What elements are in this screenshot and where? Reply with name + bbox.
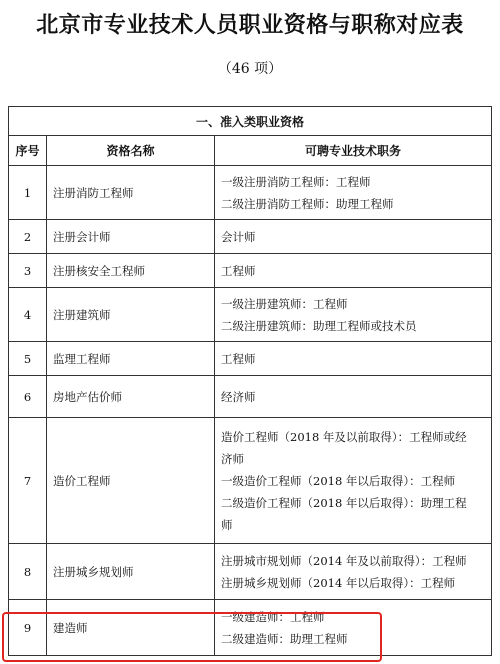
duty-line: 二级注册建筑师：助理工程师或技术员 bbox=[221, 318, 417, 333]
table-row bbox=[9, 376, 492, 418]
duty-line: 一级注册消防工程师：工程师 bbox=[221, 174, 371, 189]
qualification-name: 注册建筑师 bbox=[47, 288, 215, 342]
duties-cell bbox=[215, 376, 492, 418]
duty-line: 注册城市规划师（2014 年及以前取得）：工程师 bbox=[221, 553, 467, 568]
column-header-qualification: 资格名称 bbox=[47, 136, 215, 166]
table-body bbox=[9, 166, 492, 656]
duties-cell bbox=[215, 254, 492, 288]
table-row bbox=[9, 418, 492, 544]
table-row bbox=[9, 600, 492, 656]
duty-line: 二级造价工程师（2018 年以后取得）：助理工程 bbox=[221, 495, 467, 510]
duty-line: 工程师 bbox=[221, 351, 256, 366]
duty-line: 工程师 bbox=[221, 263, 256, 278]
page-title: 北京市专业技术人员职业资格与职称对应表 bbox=[36, 13, 464, 38]
table-row bbox=[9, 166, 492, 220]
row-number: 1 bbox=[9, 166, 47, 220]
table-row bbox=[9, 342, 492, 376]
duties-cell bbox=[215, 220, 492, 254]
row-number: 4 bbox=[9, 288, 47, 342]
column-header-duties: 可聘专业技术职务 bbox=[215, 136, 492, 166]
section-title: 一、准入类职业资格 bbox=[9, 107, 492, 136]
qualification-name: 房地产估价师 bbox=[47, 376, 215, 418]
row-number: 5 bbox=[9, 342, 47, 376]
duty-line: 二级注册消防工程师：助理工程师 bbox=[221, 196, 394, 211]
row-number: 9 bbox=[9, 600, 47, 656]
qualification-name: 造价工程师 bbox=[47, 418, 215, 544]
row-number: 3 bbox=[9, 254, 47, 288]
duty-line: 师 bbox=[221, 517, 233, 532]
duties-cell bbox=[215, 544, 492, 600]
qualification-table bbox=[8, 106, 492, 656]
table-row bbox=[9, 288, 492, 342]
duties-cell bbox=[215, 288, 492, 342]
table-row bbox=[9, 254, 492, 288]
duties-cell bbox=[215, 418, 492, 544]
column-header-number: 序号 bbox=[9, 136, 47, 166]
duty-line: 注册城乡规划师（2014 年以后取得）：工程师 bbox=[221, 575, 456, 590]
table-row bbox=[9, 544, 492, 600]
qualification-name: 建造师 bbox=[47, 600, 215, 656]
duties-cell bbox=[215, 600, 492, 656]
duty-line: 经济师 bbox=[221, 389, 256, 404]
table-row bbox=[9, 220, 492, 254]
duty-line: 造价工程师（2018 年及以前取得）：工程师或经 bbox=[221, 429, 467, 444]
duty-line: 济师 bbox=[221, 451, 244, 466]
duty-line: 一级注册建筑师：工程师 bbox=[221, 296, 348, 311]
row-number: 7 bbox=[9, 418, 47, 544]
duty-line: 二级建造师：助理工程师 bbox=[221, 631, 348, 646]
duties-cell bbox=[215, 166, 492, 220]
page-subtitle: （46 项） bbox=[217, 61, 283, 77]
qualification-name: 注册城乡规划师 bbox=[47, 544, 215, 600]
qualification-name: 注册会计师 bbox=[47, 220, 215, 254]
row-number: 6 bbox=[9, 376, 47, 418]
duty-line: 一级建造师：工程师 bbox=[221, 609, 325, 624]
duty-line: 会计师 bbox=[221, 229, 256, 244]
row-number: 2 bbox=[9, 220, 47, 254]
row-number: 8 bbox=[9, 544, 47, 600]
qualification-name: 注册消防工程师 bbox=[47, 166, 215, 220]
qualification-name: 注册核安全工程师 bbox=[47, 254, 215, 288]
qualification-name: 监理工程师 bbox=[47, 342, 215, 376]
duty-line: 一级造价工程师（2018 年以后取得）：工程师 bbox=[221, 473, 456, 488]
duties-cell bbox=[215, 342, 492, 376]
